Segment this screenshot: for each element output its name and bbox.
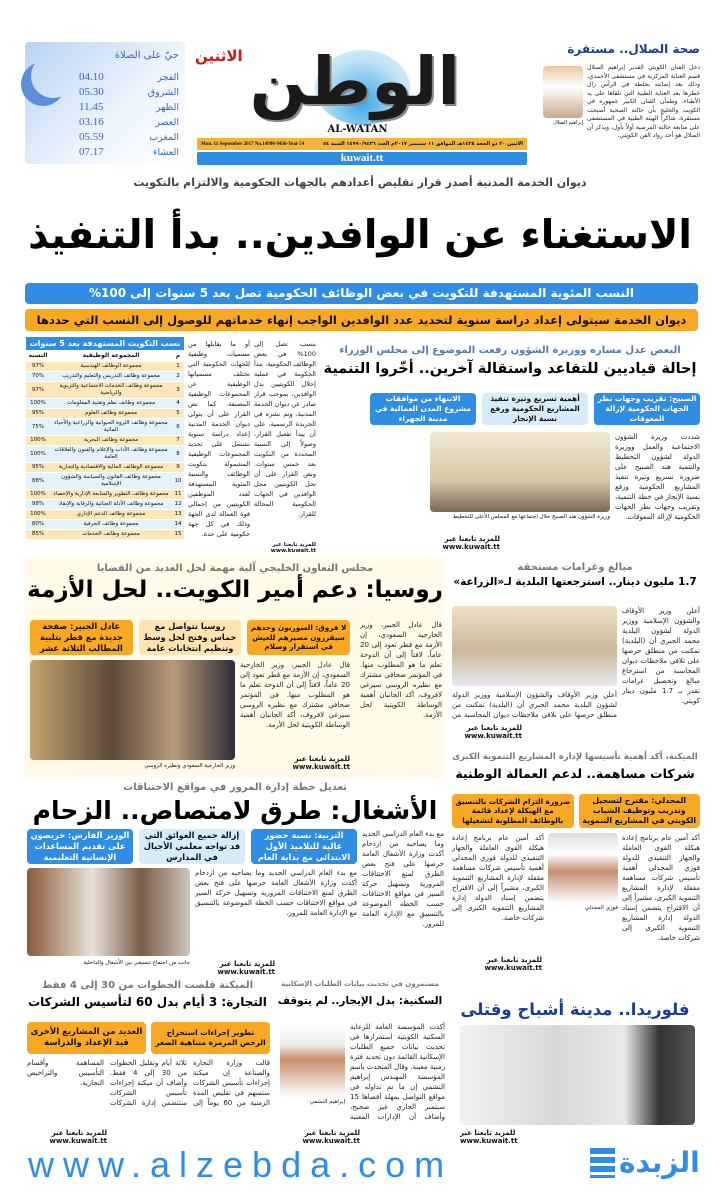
- russia-body-2: قال عادل الجبير، وزير الخارجية السعودي، إن الأزمة مع قطر تعود إلى 20 عاماً، لافتاً إلى أن الدوحة تعلم ما هو المطلوب منها. في المؤتمر صحافي مشترك مع نظيره الروسي سيرغي لافروف، أكد الجانبان أهمية الوساطة الكويتية لحل الأزمة.: [240, 661, 350, 729]
- table-row: [26, 372, 184, 382]
- row-number: 2: [172, 372, 184, 382]
- date-arabic: الاثنين ٢٠ ذو الحجة ١٤٣٨هـ الموافق ١١ سبتمبر ٢٠١٧م العدد ١٤٩٩٠/٩٤٣٦ السنة ٥٤: [323, 141, 523, 147]
- top-story-caption: إبراهيم الصلال: [553, 120, 583, 126]
- masthead-title: الوطن: [249, 43, 460, 120]
- lead-kicker: ديوان الخدمة المدنية أصدر قرار تقليص أعدادهم بالجهات الحكومية والالتزام بالتكويت: [133, 176, 587, 189]
- job-group: مجموعة وظائف القانون والسياسة والشؤون الإسلامية: [50, 473, 172, 490]
- development-headline: إحالة قياديين للتقاعد واستقالة آخرين.. أخّروا التنمية: [323, 361, 697, 377]
- companies-more-link[interactable]: للمزيد تابعنا عبر www.kuwait.tt: [484, 956, 542, 972]
- companies-photo: [548, 833, 618, 903]
- traffic-boxes: [27, 829, 357, 864]
- target-percent: 95%: [26, 409, 50, 419]
- highlight-box: الوزير الفارس: حريصون على تقديم المساعدات الإنسانية التعليمية: [27, 829, 133, 864]
- highlight-box: روسيا تتواصل مع حماس وفتح لحل وسط وتنظيم انتخابات عامة: [139, 620, 242, 655]
- row-number: 1: [172, 362, 184, 372]
- russia-body: قال عادل الجبير، وزير الخارجية السعودي، إن الأزمة مع قطر تعود إلى 20 عاماً، لافتاً إلى أن الدوحة تعلم ما هو المطلوب منها. في المؤتمر صحافي مشترك مع نظيره الروسي سيرغي لافروف، أكد الجانبان أهمية الوساطة الكويتية لحل الأزمة.: [360, 621, 442, 719]
- top-story: [540, 42, 700, 164]
- highlight-box: تطوير إجراءات استخراج الرخص المرمزة متناهية الصغر: [151, 1022, 270, 1054]
- job-group: مجموعة وظائف التطوير والمتابعة الإدارية والإحصاء: [50, 490, 172, 500]
- row-number: 5: [172, 409, 184, 419]
- agriculture-headline: 1.7 مليون دينار.. استرجعتها البلدية لـ«الزراعة»: [453, 576, 697, 588]
- prayer-time: 07.17: [79, 146, 104, 158]
- highlight-box: التربية: نسبة حضور عالية للتلاميذ الأول الابتدائي مع بداية العام: [251, 829, 357, 864]
- job-group: مجموعة الوظائف الهندسية: [50, 362, 172, 372]
- highlight-box: الانتهاء من موافقات مشروع المدن العمالية في مدينة الجهراء: [370, 393, 476, 425]
- russia-boxes: [30, 620, 350, 655]
- highlight-box: الصبيح: تقريب وجهات نظر الجهات الحكومية لإزالة المعوقات: [594, 393, 700, 425]
- development-photo: [430, 432, 610, 512]
- job-group: مجموعة الوظائف المالية والاقتصادية والتجارية: [50, 463, 172, 473]
- job-group: مجموعة وظائف الآداب والإعلام والفنون والعلاقات العامة: [50, 446, 172, 463]
- target-percent: 88%: [26, 473, 50, 490]
- traffic-more-link[interactable]: للمزيد تابعنا عبر www.kuwait.tt: [217, 960, 275, 976]
- table-row: [26, 382, 184, 399]
- job-group: مجموعة وظائف الخدمات: [50, 530, 172, 540]
- table-row: [26, 530, 184, 540]
- traffic-body-2: مع بدء العام الدراسي الجديد وما يصاحبه من ازدحام أكدت وزارة الأشغال العامة حرصها على فتح بعض الطرق لمنع الاختناقات المرورية وتسهيل حركة السير في مواقع الاختناقات حسب الخطة الموضوعة بالتنسيق مع الإدارة العامة للمرور.: [195, 869, 357, 917]
- russia-headline: روسيا: دعم أمير الكويت.. لحل الأزمة: [27, 577, 443, 603]
- row-number: 14: [172, 520, 184, 530]
- traffic-photo: [27, 868, 190, 956]
- commerce-boxes: [27, 1022, 270, 1054]
- prayer-row: [79, 85, 179, 100]
- development-body: شددت وزيرة الشؤون الاجتماعية والعمل ووزيرة الدولة لشؤون التخطيط والتنمية هند الصبيح على ضرورة تسريع وتيرة تنفيذ المشاريع الحكومية ورفع نسبة الإنجاز في خطة التنمية، وتقريب وجهات نظر الجهات الحكومية لإزالة المعوقات.: [615, 433, 700, 521]
- florida-photo: [460, 1025, 695, 1125]
- development-boxes: [370, 393, 700, 425]
- row-number: 8: [172, 446, 184, 463]
- development-more-link[interactable]: للمزيد تابعنا عبر www.kuwait.tt: [442, 535, 500, 551]
- traffic-headline: الأشغال: طرق لامتصاص.. الزحام: [32, 796, 438, 825]
- development-kicker: البعض عدل مساره ووزيرة الشؤون رفعت الموضوع إلى مجلس الوزراء: [339, 345, 681, 356]
- development-caption: وزيرة الشؤون هند الصبيح خلال اجتماعها مع المجلس الأعلى للتخطيط: [452, 514, 610, 520]
- prayer-time: 11.45: [79, 101, 104, 113]
- masthead: [190, 42, 525, 137]
- commerce-body: قالت وزارة التجارة والصناعة إن ميكنة إجراءات تأسيس الشركات ستسهم في تقليص المدة الزمنية من 60 يوماً إلى ثلاثة أيام وتقليل الخطوات من 30 إلى 4 فقط. وأضاف أن ميكنة إجراءات تأسيس الشركات ستتضمن إدارة الشركات المساهمة وأقسام التأسيس والتراخيص التجارية.: [27, 1059, 270, 1107]
- target-percent: 97%: [26, 362, 50, 372]
- table-header: المجموعة الوظيفية: [50, 350, 172, 362]
- target-percent: 97%: [26, 382, 50, 399]
- lead-orange-bar: ديوان الخدمة سيتولى إعداد دراسة سنوية لتحديد عدد الوافدين الواجب إنهاء خدماتهم للوصول إلى النسب التي حددها: [25, 309, 698, 331]
- row-number: 3: [172, 382, 184, 399]
- prayer-name: الفجر: [157, 72, 179, 83]
- agriculture-body: أعلن وزير الأوقاف والشؤون الإسلامية ووزير الدولة لشؤون البلدية محمد الجبري أن (البلدية) تمكنت من منطلق حرصها على تلافي ملاحظات ديوان المحاسبة من استرجاع مبالغ وتحصيل غرامات تقدر بـ 1.7 مليون دينار كويتي.: [622, 607, 700, 705]
- highlight-box: عادل الجبير: صفحة جديدة مع قطر بتلبية المطالب الثلاثة عشر: [30, 620, 133, 655]
- agriculture-kicker: مبالغ وغرامات مستحقة: [517, 562, 633, 573]
- highlight-box: العديد من المشاريع الأخرى قيد الإعداد والدراسة: [27, 1022, 146, 1054]
- logo-mark-icon: [590, 1148, 615, 1178]
- target-percent: 85%: [26, 530, 50, 540]
- kuwaitization-table: [26, 337, 184, 540]
- row-number: 7: [172, 436, 184, 446]
- table-row: [26, 520, 184, 530]
- prayer-row: [79, 115, 179, 130]
- job-group: مجموعة وظائف الخدمات الاجتماعية والتربوية والرياضية: [50, 382, 172, 399]
- prayer-time: 04.10: [79, 71, 104, 83]
- housing-kicker: مستمرون في تحديث بيانات الطلبات الإسكانية: [281, 980, 439, 988]
- prayer-name: الشروق: [147, 87, 179, 98]
- highlight-box: ضرورة التزام الشركات بالتنسيق مع الهيكلة لإعداد قائمة بالوظائف المطلوبة لتشغيلها: [452, 794, 574, 828]
- job-group: مجموعة وظائف نظم وتقنية المعلومات: [50, 399, 172, 409]
- housing-caption: إبراهيم النشمي: [309, 1099, 345, 1105]
- table-row: [26, 490, 184, 500]
- prayer-row: [79, 145, 179, 160]
- table-row: [26, 436, 184, 446]
- prayer-time: 03.16: [79, 116, 104, 128]
- job-group: مجموعة وظائف الثروة الحيوانية والزراعية والأحياء المائية: [50, 419, 172, 436]
- prayer-times-list: [79, 70, 179, 160]
- companies-caption: فوزي المجدلي: [584, 905, 618, 911]
- companies-boxes: [452, 794, 700, 828]
- target-percent: 98%: [26, 500, 50, 510]
- russia-photo: [30, 660, 235, 760]
- table-header: النسبة: [26, 350, 50, 362]
- job-group: مجموعة وظائف الأدلة الجنائية والرقابة والإنقاذ: [50, 500, 172, 510]
- prayer-title: حيّ على الصلاة: [114, 50, 179, 61]
- table-row: [26, 500, 184, 510]
- target-percent: 100%: [26, 446, 50, 463]
- job-group: مجموعة وظائف الحرفية: [50, 520, 172, 530]
- table-row: [26, 399, 184, 409]
- site-link[interactable]: kuwait.tt: [197, 152, 527, 165]
- prayer-name: الظهر: [156, 102, 179, 113]
- row-number: 6: [172, 419, 184, 436]
- row-number: 15: [172, 530, 184, 540]
- prayer-name: العشاء: [153, 147, 179, 158]
- crescent-moon-icon: [31, 54, 75, 98]
- target-percent: 100%: [26, 510, 50, 520]
- day-badge: الاثنين: [195, 47, 243, 65]
- housing-body: أكدت المؤسسة العامة للرعاية السكنية الكويتية استمرارها في تحديث بيانات جميع الطلبات الإسكانية القائمة دون تحديد فترة زمنية معينة. وقال المتحدث باسم المؤسسة المهندس إبراهيم النشمي إن ما تم تداوله في مواقع التواصل بمهلة أقصاها 15 سبتمبر الجاري غير صحيح، وأضاف أن الإدارات المعنية: [350, 1023, 445, 1121]
- row-number: 12: [172, 500, 184, 510]
- job-group: مجموعة وظائف التدريس والتعليم والتدريب: [50, 372, 172, 382]
- agriculture-body-2: أعلن وزير الأوقاف والشؤون الإسلامية ووزير الدولة لشؤون البلدية محمد الجبري أن (البلدية) تمكنت من منطلق حرصها على تلافي ملاحظات ديوان المحاسبة من: [452, 691, 617, 719]
- table-header: م: [172, 350, 184, 362]
- companies-body-2: أكد أمين عام برنامج إعادة هيكلة القوى العاملة والجهاز التنفيذي للدولة فوزي المجدلي أهمية تأسيس شركات مساهمة مقفلة لإدارة المشاريع التنموية الكبرى، مشيراً إلى أن الاقتراح يتضمن إسناد الدولة إدارة المشاريع التنموية الكبرى إلى شركات خاصة.: [452, 834, 544, 922]
- companies-body: أكد أمين عام برنامج إعادة هيكلة القوى العاملة والجهاز التنفيذي للدولة فوزي المجدلي أهمية تأسيس شركات مساهمة مقفلة لإدارة المشاريع التنموية الكبرى، مشيراً إلى أن الاقتراح يتضمن إسناد الدولة إدارة المشاريع التنموية الكبرى إلى شركات خاصة.: [622, 834, 700, 942]
- agriculture-more-link[interactable]: للمزيد تابعنا عبر www.kuwait.tt: [464, 724, 522, 740]
- highlight-box: إزالة جميع العوائق التي قد تواجه معلمي الأجيال في المدارس: [139, 829, 245, 864]
- prayer-row: [79, 130, 179, 145]
- date-english: Mon. 11 September 2017 No.14990-9436-Year 54: [201, 141, 305, 147]
- russia-more-link[interactable]: للمزيد تابعنا عبر www.kuwait.tt: [292, 755, 350, 771]
- footer-logo-text: الزبدة: [619, 1146, 700, 1179]
- lead-headline: الاستغناء عن الوافدين.. بدأ التنفيذ: [28, 212, 692, 258]
- table-title: نسب التكويت المستهدفة بعد 5 سنوات: [26, 337, 184, 350]
- job-group: مجموعة وظائف البحرية: [50, 436, 172, 446]
- lead-blue-bar: النسب المئوية المستهدفة للتكويت في بعض الوظائف الحكومية تصل بعد 5 سنوات إلى 100%: [25, 283, 698, 304]
- prayer-name: المغرب: [149, 132, 179, 143]
- commerce-headline: التجارة: 3 أيام بدل 60 لتأسيس الشركات: [28, 995, 267, 1009]
- florida-headline: فلوريدا.. مدينة أشباح وقتلى: [460, 1000, 690, 1019]
- prayer-times-box: [25, 42, 185, 164]
- row-number: 4: [172, 399, 184, 409]
- top-story-photo: [543, 66, 583, 118]
- row-number: 10: [172, 473, 184, 490]
- job-group: مجموعة وظائف الدعم الإداري: [50, 510, 172, 520]
- lead-body-2: أو ما يقابلها من مسميات وظيفية للجهات الحكومية التي تختلف مسمياتها الوظيفية عن المجموعات الوظيفية المصنفة. كما نص القرار على أن يتولى ديوان الخدمة المدنية إعداد دراسة سنوية تشتمل على تحديد المجموعات الوظيفية المشمولة بتكويت الوظائف والنسبة المئوية المستهدفة لعدد الموظفين الكويتيين من إجمالي قوة العمالة لدى الجهة وذلك في كل جهة حكومية على حدة.: [188, 340, 250, 538]
- russia-caption: وزير الخارجية السعودي ونظيره الروسي: [144, 763, 235, 769]
- table-row: [26, 446, 184, 463]
- traffic-caption: جانب من اجتماع تنسيقي بين الأشغال والداخلية: [83, 960, 190, 966]
- table: [26, 350, 184, 540]
- companies-headline: شركات مساهمة.. لدعم العمالة الوطنية: [455, 766, 695, 781]
- table-row: [26, 362, 184, 372]
- footer-url[interactable]: www.alzebda.com: [28, 1144, 454, 1185]
- prayer-row: [79, 70, 179, 85]
- table-row: [26, 510, 184, 520]
- footer-logo: [590, 1140, 700, 1185]
- highlight-box: لا فروق: السوريون وحدهم سيقررون مصيرهم للعيش في استقرار وسلام: [247, 620, 350, 655]
- highlight-box: أهمية تسريع وتيرة تنفيذ المشاريع الحكومية ورفع نسبة الإنجاز: [482, 393, 588, 425]
- target-percent: 100%: [26, 490, 50, 500]
- row-number: 9: [172, 463, 184, 473]
- prayer-name: العصر: [155, 117, 179, 128]
- commerce-more-link[interactable]: للمزيد تابعنا عبر www.kuwait.tt: [49, 1129, 107, 1145]
- commerce-kicker: الميكنة قلصت الخطوات من 30 إلى 4 فقط: [41, 980, 254, 991]
- target-percent: 80%: [26, 520, 50, 530]
- traffic-kicker: تعديل خطة إدارة المرور في مواقع الاختناقات: [123, 782, 347, 793]
- lead-more-link[interactable]: للمزيد تابعنا عبر www.kuwait.tt: [270, 542, 316, 554]
- housing-photo: [280, 1022, 345, 1097]
- table-row: [26, 463, 184, 473]
- date-bar: [197, 138, 527, 150]
- highlight-box: المجدلي: مقترح لتسجيل وتدريب وتوظيف الشباب الكويتي في المشاريع التنموية: [579, 794, 701, 828]
- top-story-body: دخل الفنان الكويتي القدير إبراهيم الصلال قسم العناية المركزية في مستشفى الأحمدي، وذلك بعد إصابته بجلطة في الرأس زال خطرها بعد العناية الطبية التي تلقاها على يد الأطباء. وطمأن الفنان الكبير جمهوره في الكويت والخليج بأن حالته الصحية أصبحت مستقرة، شاكراً الهيئة الطبية في المستشفى على متابعة حالته المرضية أولاً بأول، ويذكر أن الصلال هو أحد رواد الفن الكويتي.: [587, 64, 700, 139]
- table-row: [26, 419, 184, 436]
- target-percent: 70%: [26, 372, 50, 382]
- target-percent: 100%: [26, 399, 50, 409]
- target-percent: 100%: [26, 436, 50, 446]
- housing-more-link[interactable]: للمزيد تابعنا عبر www.kuwait.tt: [302, 1129, 360, 1145]
- row-number: 11: [172, 490, 184, 500]
- job-group: مجموعة وظائف العلوم: [50, 409, 172, 419]
- prayer-row: [79, 100, 179, 115]
- companies-kicker: الميكنة، أكد أهمية تأسيسها لإدارة المشاريع التنموية الكبرى: [452, 752, 698, 762]
- prayer-time: 05.59: [79, 131, 104, 143]
- table-row: [26, 409, 184, 419]
- housing-headline: السكنية: بدل الإيجار.. لم يتوقف: [277, 995, 443, 1007]
- agriculture-photo: [452, 606, 617, 686]
- masthead-english: AL-WATAN: [327, 124, 388, 135]
- table-row: [26, 473, 184, 490]
- russia-kicker: مجلس التعاون الخليجي آلية مهمة لحل العديد من القضايا: [96, 563, 374, 574]
- target-percent: 95%: [26, 463, 50, 473]
- target-percent: 75%: [26, 419, 50, 436]
- traffic-body: مع بدء العام الدراسي الجديد وما يصاحبه من ازدحام أكدت وزارة الأشغال العامة حرصها على فتح بعض الطرق لمنع الاختناقات المرورية وتسهيل حركة السير في مواقع الاختناقات حسب الخطة الموضوعة بالتنسيق مع الإدارة العامة للمرور.: [362, 830, 444, 928]
- row-number: 13: [172, 510, 184, 520]
- lead-body-1: بنسب تصل إلى 100% في بعض الوظائف الحكومية، تبدأ الحكومة في عملية إحلال الكويتيين بدل الوافدين، بموجب قرار صادر عن ديوان الخدمة المدنية، وتم نشره في الجريدة الرسمية، على أن يبدأ تفعيل القرار، وصولاً إلى النسبة المحددة من التكويت بعد خمس سنوات. ونص القرار على أن تحل الكويتيين محل الوافدين في الجهات الحكومية المحالة للقرار.: [254, 340, 316, 518]
- top-story-title: صحة الصلال.. مستقرة: [567, 42, 700, 56]
- prayer-time: 05.30: [79, 86, 104, 98]
- florida-more-link[interactable]: للمزيد تابعنا عبر www.kuwait.tt: [460, 1129, 518, 1145]
